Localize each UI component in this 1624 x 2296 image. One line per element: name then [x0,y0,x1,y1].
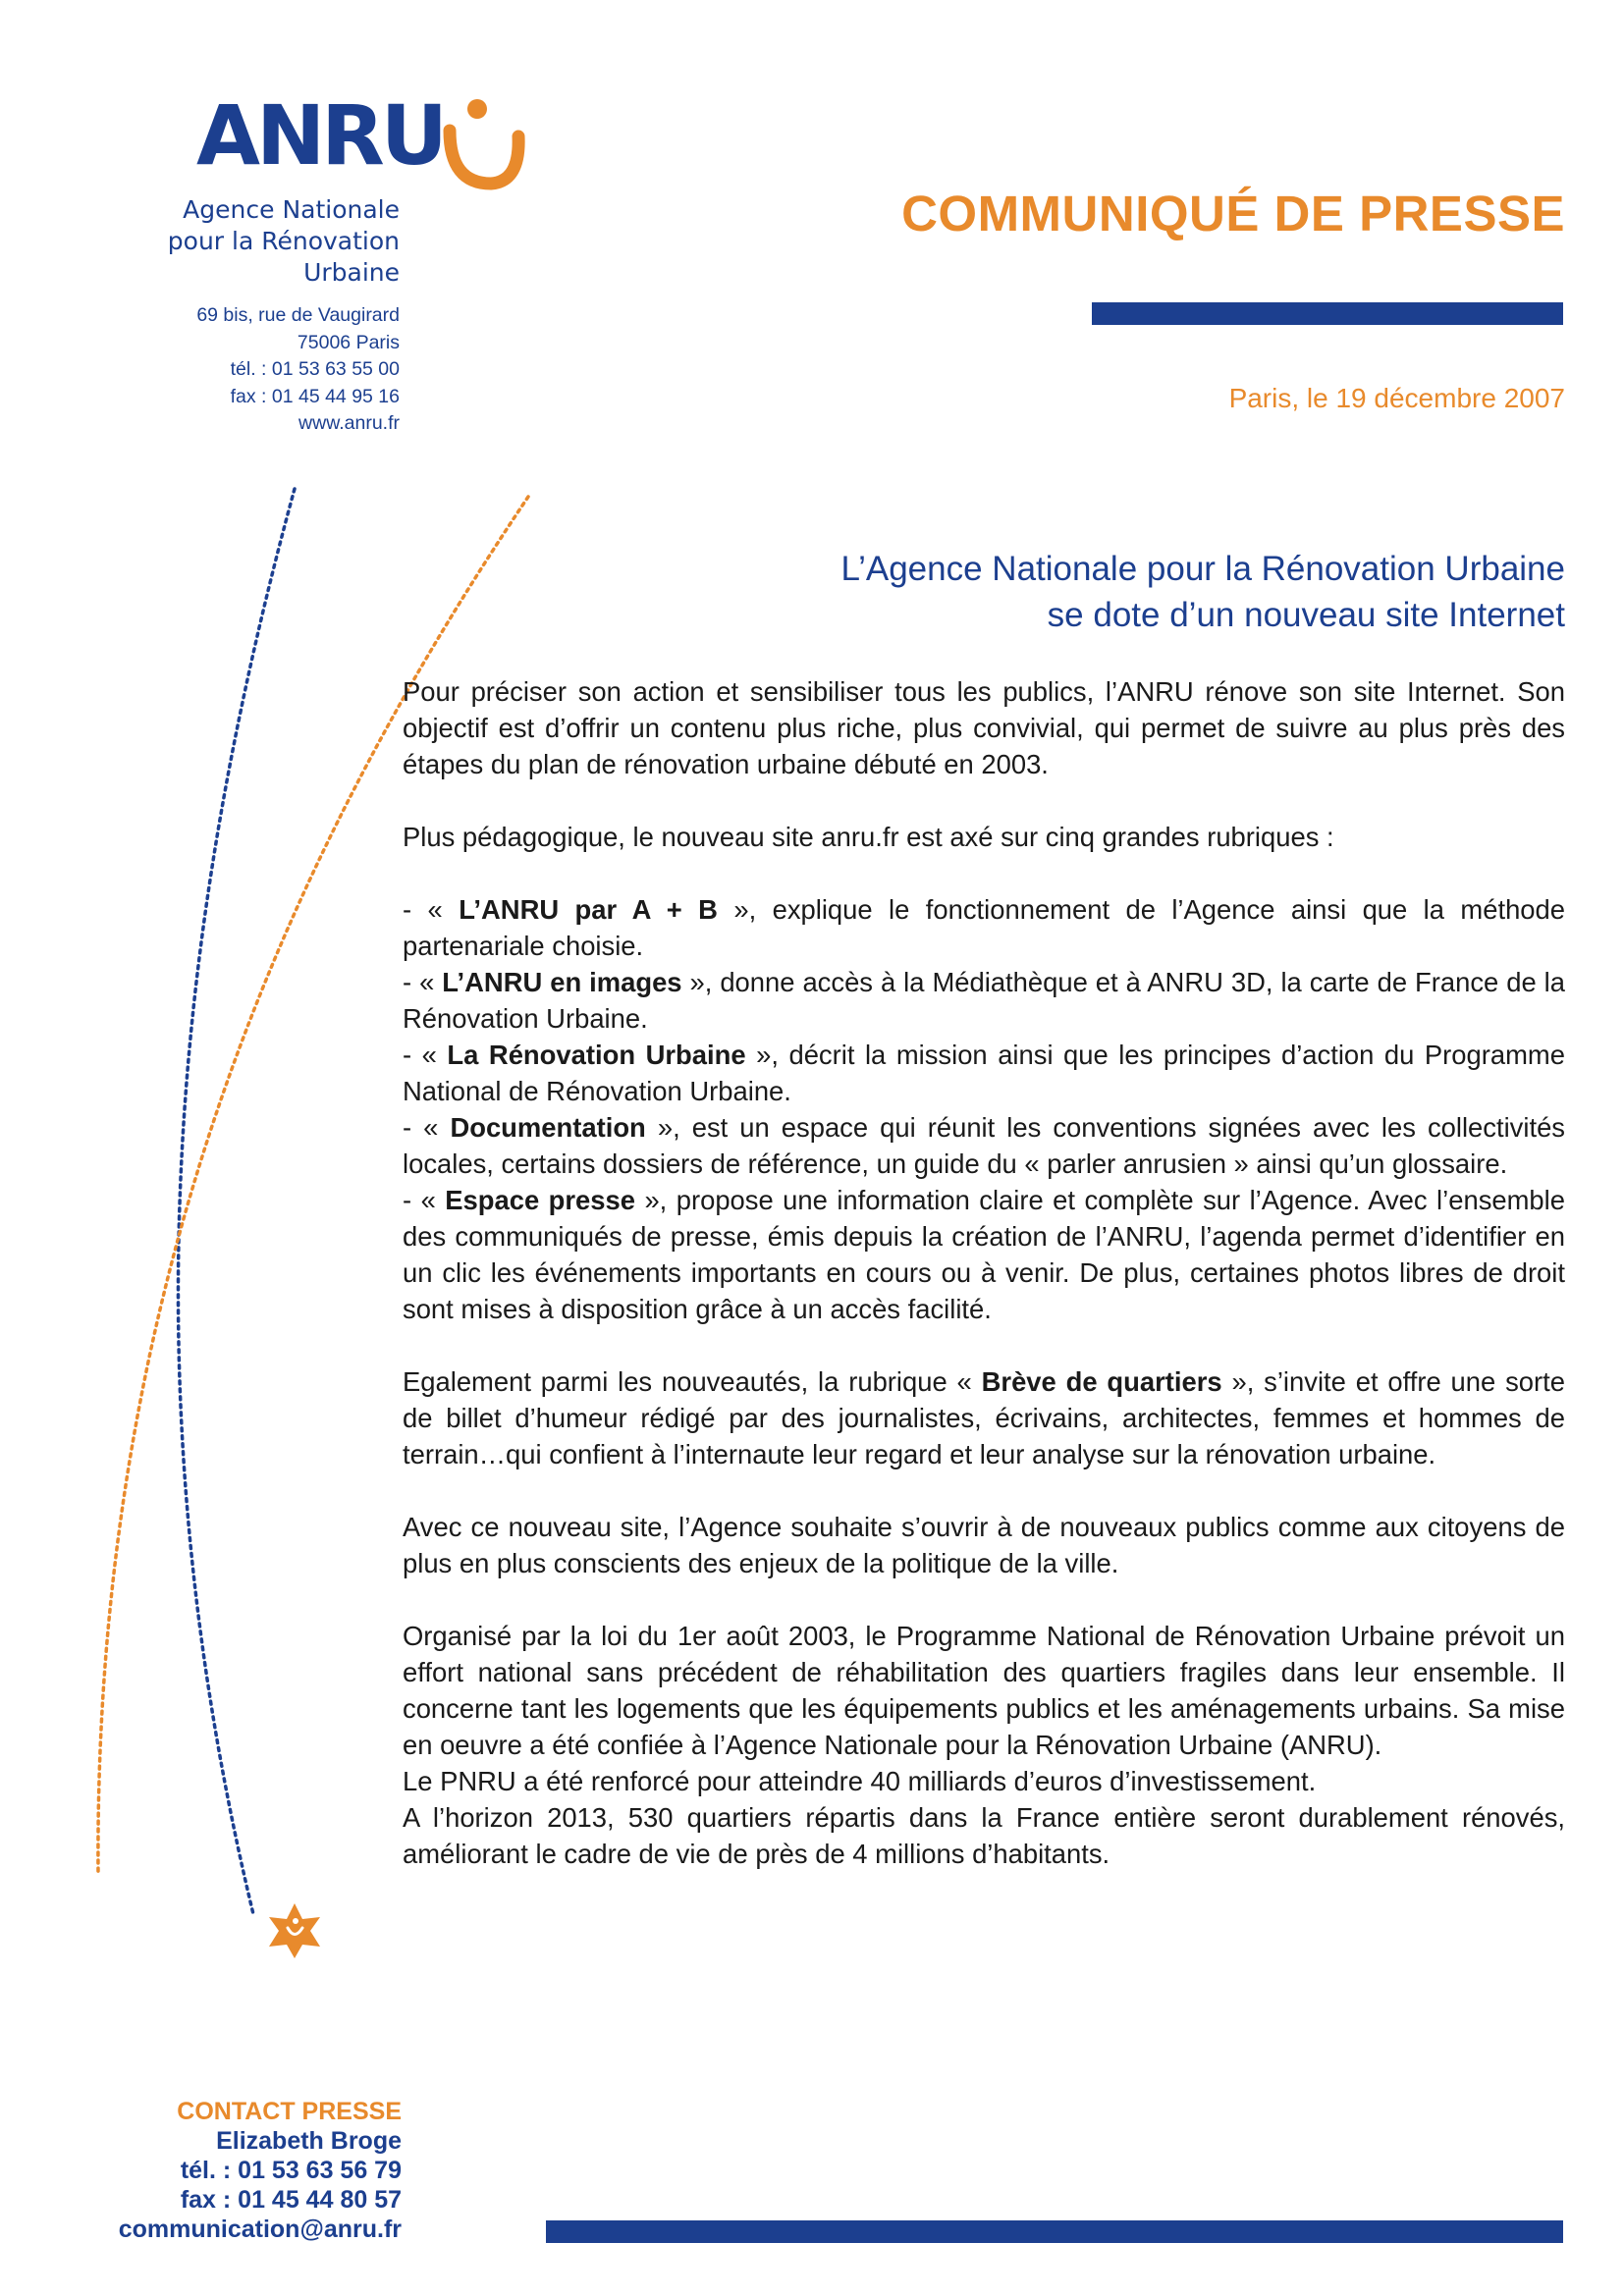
rubrique-title: Documentation [450,1112,646,1143]
contact-fax: fax : 01 45 44 80 57 [180,2186,402,2214]
address-phone: tél. : 01 53 63 55 00 [230,358,400,380]
rubrique-title: L’ANRU par A + B [459,894,718,925]
paragraph-breve: Egalement parmi les nouveautés, la rubrique « Brève de quartiers », s’invite et offre une sorte de billet d’humeur rédigé par des journalistes, écrivains, architectes, femmes et hommes de terrain…qui confient à l’internaute leur regard et leur analyse sur la rénovation urbaine. [403,1366,1565,1469]
list-item: - « L’ANRU par A + B », explique le fonctionnement de l’Agence ainsi que la méthode partenariale choisie. [403,894,1566,961]
contact-name: Elizabeth Broge [216,2127,402,2155]
agency-address [118,302,400,438]
rubrique-title: La Rénovation Urbaine [447,1040,746,1070]
rubrique-title: Espace presse [445,1185,635,1215]
paragraph-pnru: Organisé par la loi du 1er août 2003, le Programme National de Rénovation Urbaine prévoit un effort national sans précédent de réhabilitation des quartiers fragiles dans leur ensemble. Il concerne tant les logements que les équipements publics et les aménagements urbains. Sa mise en oeuvre a été confiée à l’Agence Nationale pour la Rénovation Urbaine (ANRU). [403,1621,1565,1760]
list-item: - « L’ANRU en images », donne accès à la Médiathèque et à ANRU 3D, la carte de France de la Rénovation Urbaine. [403,967,1565,1034]
press-release-body [403,673,1565,1872]
agency-name-line-3: Urbaine [303,258,400,287]
address-city: 75006 Paris [297,331,400,353]
headline-line-2: se dote d’un nouveau site Internet [1047,596,1565,634]
document-date: Paris, le 19 décembre 2007 [1228,383,1565,413]
list-item: - « La Rénovation Urbaine », décrit la mission ainsi que les principes d’action du Programme National de Rénovation Urbaine. [403,1040,1565,1106]
anru-logo [196,93,530,201]
agency-name-line-2: pour la Rénovation [167,227,400,255]
headline-line-1: L’Agence Nationale pour la Rénovation Urbaine [840,550,1565,588]
paragraph-publics: Avec ce nouveau site, l’Agence souhaite s’ouvrir à de nouveaux publics comme aux citoyens de plus en plus conscients des enjeux de la politique de la ville. [403,1512,1565,1578]
address-street: 69 bis, rue de Vaugirard [196,304,400,326]
paragraph-pnru-budget: Le PNRU a été renforcé pour atteindre 40 milliards d’euros d’investissement. [403,1766,1317,1796]
list-item: - « Espace presse », propose une information claire et complète sur l’Agence. Avec l’ensemble des communiqués de presse, émis depuis la création de l’ANRU, l’agenda permet d’identifier en un clic les événements importants en cours ou à venir. De plus, certaines photos libres de droit sont mises à disposition grâce à un accès facilité. [403,1185,1565,1324]
contact-phone: tél. : 01 53 63 56 79 [180,2157,402,2184]
logo-wordmark: ANRU [196,93,442,184]
list-item: - « Documentation », est un espace qui réunit les conventions signées avec les collectivités locales, certains dossiers de référence, un guide du « parler anrusien » ainsi qu’un glossaire. [403,1112,1565,1179]
contact-email[interactable]: communication@anru.fr [118,2216,402,2243]
address-fax: fax : 01 45 44 95 16 [230,385,400,407]
header-bar [1092,302,1563,325]
rubrique-title: Brève de quartiers [981,1366,1222,1397]
contact-title: CONTACT PRESSE [177,2098,402,2125]
rubrique-title: L’ANRU en images [442,967,682,997]
press-contact [98,2097,402,2244]
footer-bar [546,2220,1563,2243]
paragraph-lead: Plus pédagogique, le nouveau site anru.fr est axé sur cinq grandes rubriques : [403,822,1334,852]
paragraph-intro: Pour préciser son action et sensibiliser tous les publics, l’ANRU rénove son site Internet. Son objectif est d’offrir un contenu plus riche, plus convivial, qui permet de suivre au plus près des étapes du plan de rénovation urbaine débuté en 2003. [403,676,1565,779]
paragraph-pnru-horizon: A l’horizon 2013, 530 quartiers répartis dans la France entière seront durablement rénovés, améliorant le cadre de vie de près de 4 millions d’habitants. [403,1802,1565,1869]
agency-name [118,194,400,289]
headline [681,546,1565,638]
document-type: COMMUNIQUÉ DE PRESSE [901,186,1565,241]
star-smile-icon [269,1903,320,1958]
address-website: www.anru.fr [298,412,400,434]
agency-name-line-1: Agence Nationale [183,195,400,224]
